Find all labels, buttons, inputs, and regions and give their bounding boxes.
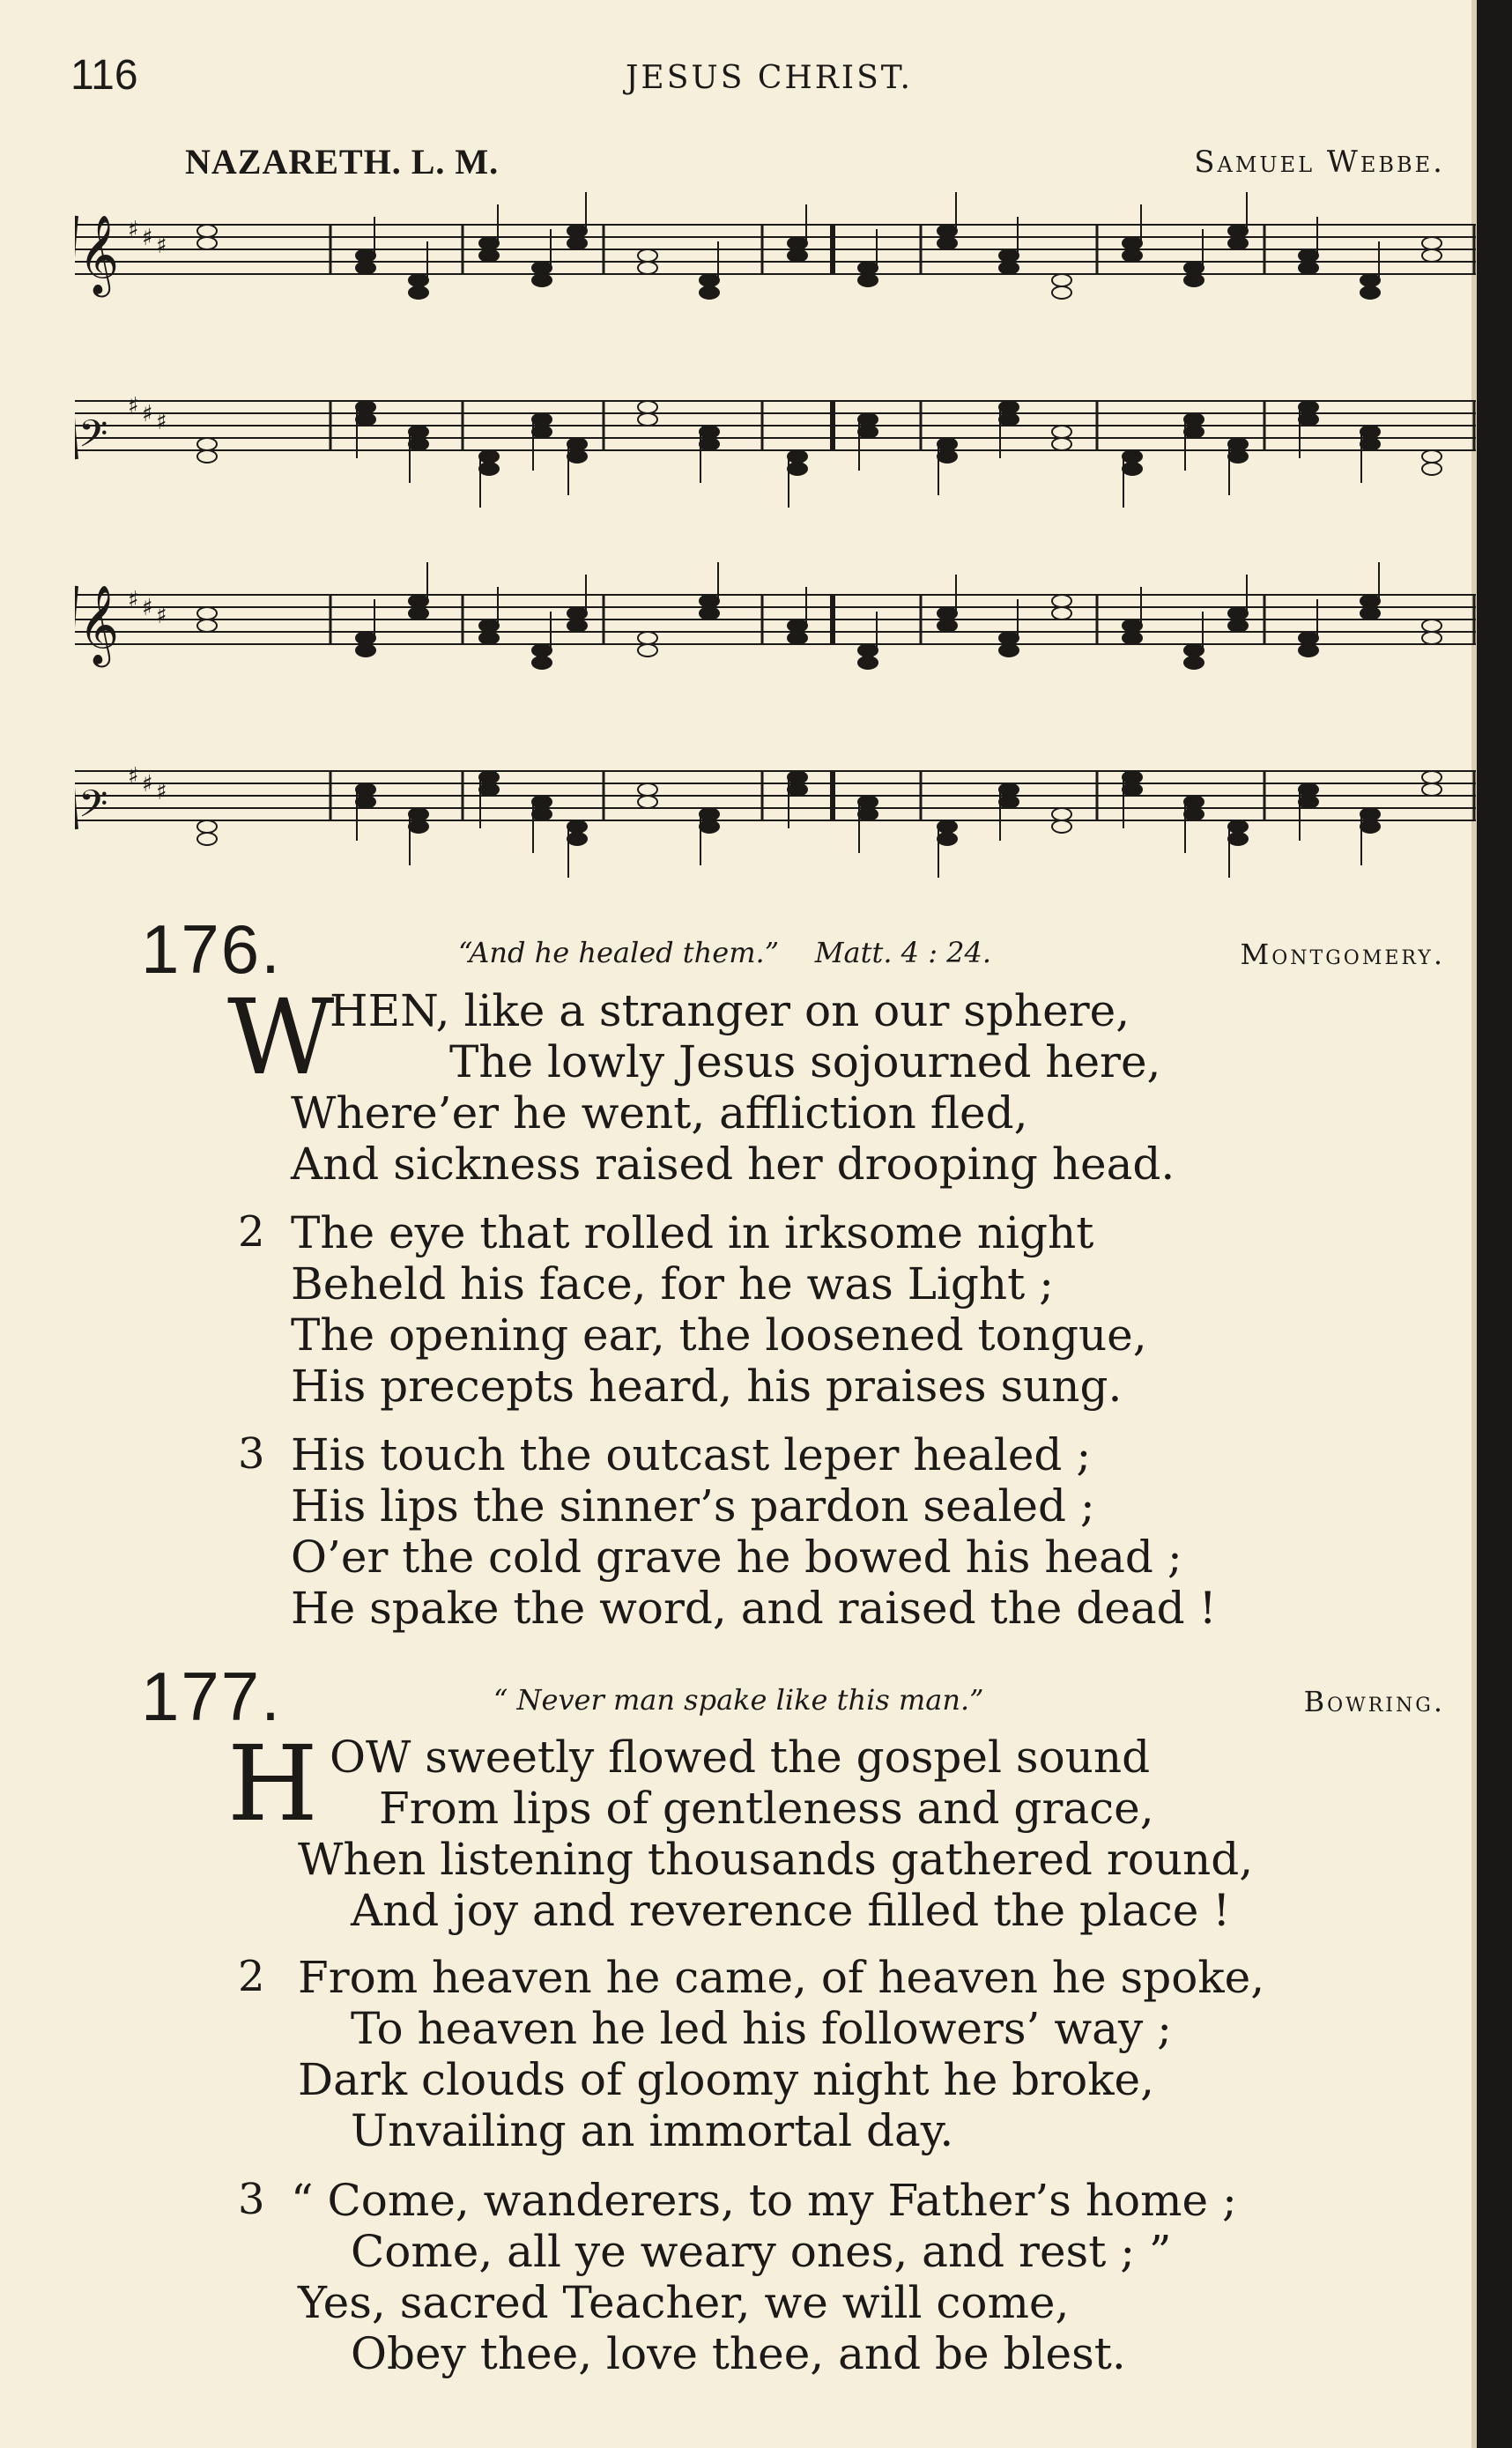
note-head bbox=[999, 796, 1019, 808]
note-head bbox=[1123, 783, 1142, 796]
note-head bbox=[700, 808, 719, 820]
note-head bbox=[1299, 796, 1318, 808]
note-head bbox=[409, 808, 428, 820]
note-head bbox=[1228, 450, 1248, 463]
note-head bbox=[1360, 426, 1380, 438]
stanza-number: 2 bbox=[238, 1207, 265, 1257]
treble-clef-icon: 𝄞 bbox=[78, 585, 120, 664]
note-head bbox=[197, 820, 217, 833]
system-brace bbox=[75, 216, 77, 459]
staff-lines bbox=[75, 225, 1476, 820]
verse-line: His lips the sinner’s pardon sealed ; bbox=[291, 1480, 1095, 1532]
note-head bbox=[700, 820, 719, 833]
note-head bbox=[1052, 286, 1071, 299]
note-head bbox=[1422, 632, 1442, 644]
note-head bbox=[567, 438, 587, 450]
note-head bbox=[197, 833, 217, 845]
note-head bbox=[1228, 225, 1248, 237]
note-head bbox=[938, 607, 957, 619]
hymn-176-stanza-1 bbox=[227, 976, 1454, 1190]
hymn-177-stanza-3 bbox=[238, 2175, 1454, 2379]
note-head bbox=[1184, 808, 1204, 820]
note-head bbox=[638, 644, 657, 657]
note-head bbox=[858, 426, 878, 438]
note-head bbox=[356, 632, 375, 644]
note-head bbox=[197, 438, 217, 450]
verse-line: To heaven he led his followers’ way ; bbox=[351, 2003, 1172, 2054]
note-head bbox=[938, 619, 957, 632]
note-head bbox=[1228, 619, 1248, 632]
note-head bbox=[356, 796, 375, 808]
note-head bbox=[1052, 426, 1071, 438]
note-head bbox=[479, 249, 499, 262]
note-head bbox=[1422, 463, 1442, 475]
note-head bbox=[356, 249, 375, 262]
note-head bbox=[567, 833, 587, 845]
note-head bbox=[532, 426, 552, 438]
bass-clef-icon: 𝄢 bbox=[78, 783, 108, 835]
sharp-icon: ♯ bbox=[142, 225, 153, 251]
sharp-icon: ♯ bbox=[128, 217, 139, 243]
note-head bbox=[999, 783, 1019, 796]
note-head bbox=[638, 262, 657, 274]
note-head bbox=[938, 450, 957, 463]
stanza-number: 2 bbox=[238, 1952, 265, 2001]
hymn-176-stanza-3 bbox=[238, 1429, 1454, 1634]
note-head bbox=[1422, 783, 1442, 796]
note-head bbox=[1228, 438, 1248, 450]
note-head bbox=[356, 644, 375, 657]
note-head bbox=[356, 262, 375, 274]
note-head bbox=[1052, 607, 1071, 619]
note-head bbox=[700, 286, 719, 299]
sharp-icon: ♯ bbox=[128, 393, 139, 419]
note-head bbox=[1052, 438, 1071, 450]
note-head bbox=[532, 262, 552, 274]
note-head bbox=[409, 595, 428, 607]
note-head bbox=[999, 262, 1019, 274]
note-head bbox=[1360, 438, 1380, 450]
note-head bbox=[1228, 820, 1248, 833]
note-head bbox=[999, 401, 1019, 413]
hymn-177-heading bbox=[141, 1657, 1445, 1735]
hymn-epigraph: “ Never man spake like this man.” bbox=[493, 1683, 984, 1717]
drop-cap: W bbox=[227, 976, 335, 1098]
verse-line: Obey thee, love thee, and be blest. bbox=[351, 2328, 1126, 2379]
note-head bbox=[788, 237, 807, 249]
hymn-176-stanza-2 bbox=[238, 1207, 1454, 1412]
note-head bbox=[356, 413, 375, 426]
note-head bbox=[999, 249, 1019, 262]
note-head bbox=[532, 274, 552, 286]
note-head bbox=[858, 808, 878, 820]
hymn-epigraph: “And he healed them.” bbox=[458, 936, 780, 969]
note-head bbox=[409, 286, 428, 299]
bass-clef-icon: 𝄢 bbox=[78, 412, 108, 465]
note-head bbox=[1299, 644, 1318, 657]
note-head bbox=[567, 237, 587, 249]
note-head bbox=[788, 771, 807, 783]
note-head bbox=[788, 632, 807, 644]
verse-line: Come, all ye weary ones, and rest ; ” bbox=[351, 2226, 1172, 2277]
note-head bbox=[1123, 450, 1142, 463]
verse-line: The eye that rolled in irksome night bbox=[291, 1207, 1094, 1258]
tune-heading bbox=[185, 141, 1445, 185]
hymn-176-heading bbox=[141, 909, 1445, 988]
note-head bbox=[1184, 657, 1204, 669]
verse-line: The lowly Jesus sojourned here, bbox=[449, 1036, 1161, 1087]
note-head bbox=[1184, 426, 1204, 438]
note-head bbox=[938, 225, 957, 237]
clefs bbox=[78, 215, 167, 835]
note-head bbox=[858, 644, 878, 657]
hymn-author: Bowring. bbox=[1303, 1685, 1445, 1718]
tune-composer: Samuel Webbe. bbox=[1194, 145, 1445, 180]
note-head bbox=[1052, 274, 1071, 286]
page-edge bbox=[1477, 0, 1512, 2448]
note-head bbox=[567, 225, 587, 237]
note-head bbox=[1123, 619, 1142, 632]
note-head bbox=[1299, 783, 1318, 796]
music-score-svg bbox=[75, 189, 1480, 903]
hymn-177-stanza-1 bbox=[227, 1723, 1454, 1936]
note-head bbox=[1123, 237, 1142, 249]
note-head bbox=[1299, 262, 1318, 274]
running-title: JESUS CHRIST. bbox=[626, 60, 913, 96]
note-head bbox=[197, 619, 217, 632]
drop-cap: H bbox=[227, 1723, 318, 1844]
note-head bbox=[1422, 249, 1442, 262]
note-head bbox=[788, 783, 807, 796]
note-head bbox=[788, 450, 807, 463]
notes bbox=[197, 192, 1442, 878]
note-head bbox=[1123, 632, 1142, 644]
note-head bbox=[1360, 274, 1380, 286]
note-head bbox=[638, 796, 657, 808]
note-head bbox=[938, 833, 957, 845]
note-head bbox=[638, 249, 657, 262]
sharp-icon: ♯ bbox=[156, 409, 167, 435]
treble-clef-icon: 𝄞 bbox=[78, 215, 120, 294]
note-head bbox=[197, 237, 217, 249]
sharp-icon: ♯ bbox=[156, 233, 167, 259]
note-head bbox=[567, 619, 587, 632]
music-score bbox=[75, 189, 1480, 903]
verse-line: His touch the outcast leper healed ; bbox=[291, 1429, 1092, 1480]
note-head bbox=[999, 413, 1019, 426]
note-head bbox=[532, 644, 552, 657]
sharp-icon: ♯ bbox=[156, 603, 167, 629]
verse-line: Dark clouds of gloomy night he broke, bbox=[298, 2054, 1154, 2105]
note-head bbox=[479, 632, 499, 644]
verse-line: From heaven he came, of heaven he spoke, bbox=[298, 1952, 1265, 2003]
note-head bbox=[1052, 595, 1071, 607]
note-head bbox=[999, 644, 1019, 657]
note-head bbox=[532, 657, 552, 669]
verse-line: Yes, sacred Teacher, we will come, bbox=[298, 2277, 1070, 2328]
note-head bbox=[700, 607, 719, 619]
note-head bbox=[567, 820, 587, 833]
stanza-number: 3 bbox=[238, 2175, 265, 2224]
note-head bbox=[356, 783, 375, 796]
note-head bbox=[938, 237, 957, 249]
hymn-author: Montgomery. bbox=[1240, 938, 1445, 971]
note-head bbox=[532, 808, 552, 820]
note-head bbox=[1360, 607, 1380, 619]
note-head bbox=[638, 401, 657, 413]
note-head bbox=[1299, 413, 1318, 426]
note-head bbox=[938, 820, 957, 833]
note-head bbox=[1228, 607, 1248, 619]
note-head bbox=[479, 783, 499, 796]
note-head bbox=[567, 607, 587, 619]
note-head bbox=[409, 607, 428, 619]
verse-line: He spake the word, and raised the dead ! bbox=[291, 1583, 1217, 1634]
note-head bbox=[197, 225, 217, 237]
note-head bbox=[1184, 796, 1204, 808]
stanza-number: 3 bbox=[238, 1429, 265, 1479]
verse-line: From lips of gentleness and grace, bbox=[379, 1783, 1154, 1834]
note-head bbox=[532, 413, 552, 426]
note-head bbox=[1422, 619, 1442, 632]
hymn-number: 176. bbox=[141, 910, 282, 988]
bar-lines bbox=[330, 225, 1474, 820]
page-header bbox=[70, 51, 1445, 104]
note-head bbox=[1184, 274, 1204, 286]
note-head bbox=[788, 619, 807, 632]
note-head bbox=[858, 796, 878, 808]
note-head bbox=[409, 426, 428, 438]
note-head bbox=[858, 413, 878, 426]
note-head bbox=[409, 274, 428, 286]
sharp-icon: ♯ bbox=[128, 587, 139, 613]
note-head bbox=[532, 796, 552, 808]
sharp-icon: ♯ bbox=[128, 763, 139, 790]
note-head bbox=[1184, 262, 1204, 274]
hymn-177-stanza-2 bbox=[238, 1952, 1454, 2156]
verse-line: When listening thousands gathered round, bbox=[298, 1834, 1254, 1885]
sharp-icon: ♯ bbox=[142, 595, 153, 621]
note-head bbox=[700, 595, 719, 607]
verse-line: And sickness raised her drooping head. bbox=[291, 1139, 1175, 1190]
note-head bbox=[638, 783, 657, 796]
note-head bbox=[197, 607, 217, 619]
note-head bbox=[858, 657, 878, 669]
note-head bbox=[1360, 286, 1380, 299]
note-head bbox=[567, 450, 587, 463]
note-head bbox=[638, 413, 657, 426]
note-head bbox=[1123, 249, 1142, 262]
note-head bbox=[479, 619, 499, 632]
verse-line: Where’er he went, affliction fled, bbox=[291, 1087, 1028, 1139]
verse-line: And joy and reverence filled the place ! bbox=[351, 1885, 1231, 1936]
sharp-icon: ♯ bbox=[142, 771, 153, 797]
system-brace bbox=[75, 586, 77, 829]
verse-line: Beheld his face, for he was Light ; bbox=[291, 1258, 1054, 1309]
note-head bbox=[356, 401, 375, 413]
note-head bbox=[1184, 644, 1204, 657]
note-head bbox=[1422, 450, 1442, 463]
note-head bbox=[1123, 463, 1142, 475]
verse-line: HEN, like a stranger on our sphere, bbox=[330, 985, 1130, 1036]
sharp-icon: ♯ bbox=[156, 779, 167, 805]
note-head bbox=[858, 262, 878, 274]
note-head bbox=[1123, 771, 1142, 783]
note-head bbox=[999, 632, 1019, 644]
sharp-icon: ♯ bbox=[142, 401, 153, 427]
note-head bbox=[1228, 833, 1248, 845]
verse-line: OW sweetly flowed the gospel sound bbox=[330, 1732, 1151, 1783]
verse-line: The opening ear, the loosened tongue, bbox=[291, 1309, 1147, 1361]
note-head bbox=[858, 274, 878, 286]
note-head bbox=[1299, 401, 1318, 413]
verse-line: O’er the cold grave he bowed his head ; bbox=[291, 1532, 1182, 1583]
note-head bbox=[1299, 249, 1318, 262]
note-head bbox=[700, 426, 719, 438]
note-head bbox=[1184, 413, 1204, 426]
verse-line: Unvailing an immortal day. bbox=[351, 2105, 954, 2156]
note-head bbox=[197, 450, 217, 463]
note-head bbox=[788, 463, 807, 475]
system-braces bbox=[75, 216, 77, 829]
verse-line: His precepts heard, his praises sung. bbox=[291, 1361, 1123, 1412]
note-head bbox=[479, 237, 499, 249]
note-head bbox=[1299, 632, 1318, 644]
note-head bbox=[700, 438, 719, 450]
note-head bbox=[479, 450, 499, 463]
note-head bbox=[1360, 808, 1380, 820]
note-head bbox=[1228, 237, 1248, 249]
page-number: 116 bbox=[70, 52, 138, 99]
note-head bbox=[1360, 820, 1380, 833]
note-head bbox=[1052, 808, 1071, 820]
hymn-number: 177. bbox=[141, 1658, 282, 1735]
note-head bbox=[700, 274, 719, 286]
note-head bbox=[409, 438, 428, 450]
note-head bbox=[479, 771, 499, 783]
verse-line: “ Come, wanderers, to my Father’s home ; bbox=[291, 2175, 1237, 2226]
hymn-scripture-ref: Matt. 4 : 24. bbox=[814, 936, 992, 969]
note-head bbox=[479, 463, 499, 475]
note-head bbox=[938, 438, 957, 450]
note-head bbox=[1360, 595, 1380, 607]
note-head bbox=[1422, 237, 1442, 249]
note-head bbox=[788, 249, 807, 262]
tune-name: NAZARETH. L. M. bbox=[185, 142, 500, 182]
note-head bbox=[409, 820, 428, 833]
note-head bbox=[638, 632, 657, 644]
note-head bbox=[1422, 771, 1442, 783]
note-head bbox=[1052, 820, 1071, 833]
